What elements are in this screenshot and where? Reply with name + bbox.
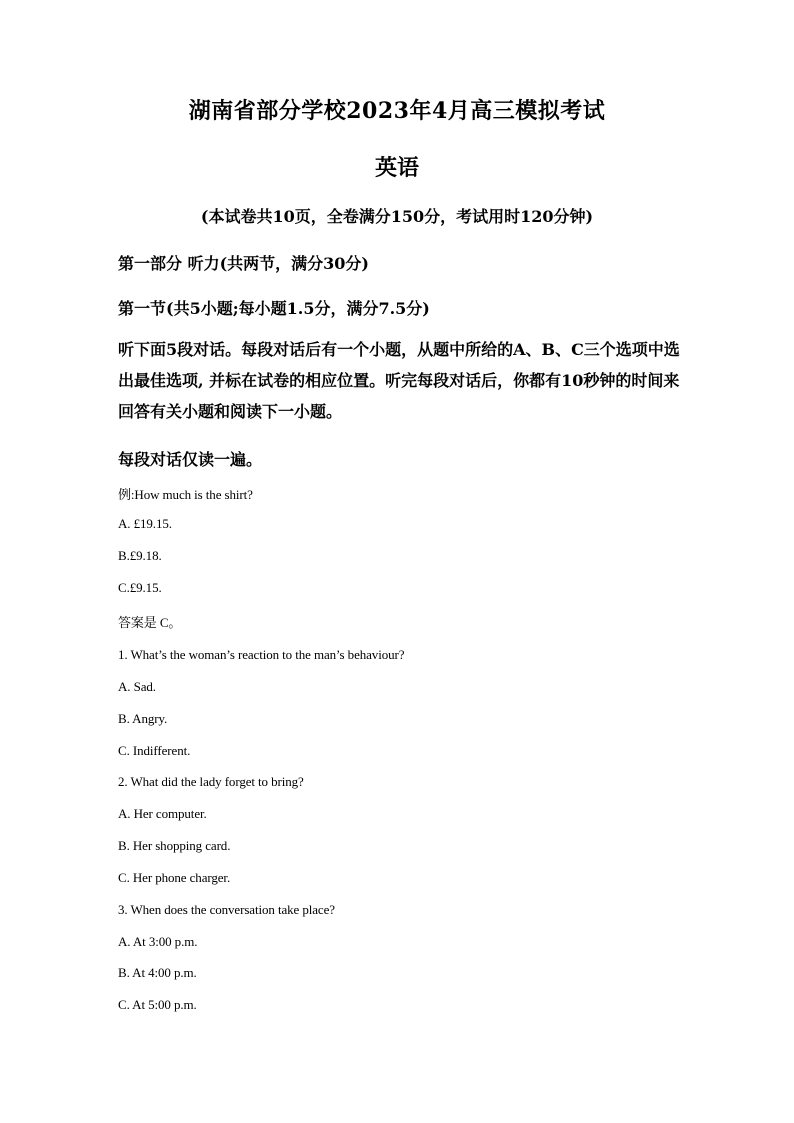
section1-heading: 第一节(共5小题;每小题1.5分，满分7.5分) (118, 299, 430, 318)
question-1-option-c: C. Indifferent. (118, 743, 191, 758)
question-1-option-b: B. Angry. (118, 711, 168, 726)
read-once-note: 每段对话仅读一遍。 (118, 450, 263, 469)
example-question: 例:How much is the shirt? (118, 487, 253, 502)
question-2-option-a: A. Her computer. (118, 806, 207, 821)
part1-heading: 第一部分 听力(共两节，满分30分) (118, 254, 369, 273)
example-option-b: B.£9.18. (118, 548, 162, 563)
example-option-a: A. £19.15. (118, 516, 172, 531)
listening-instructions: 听下面5段对话。每段对话后有一个小题，从题中所给的A、B、C三个选项中选出最佳选项, 并标在试卷的相应位置。听完每段对话后，你都有10秒钟的时间来回答有关小题和阅读下一小题。 (118, 340, 680, 421)
question-1-option-a: A. Sad. (118, 679, 156, 694)
question-3-option-a: A. At 3:00 p.m. (118, 934, 198, 949)
question-3-option-b: B. At 4:00 p.m. (118, 965, 197, 980)
question-1: 1. What’s the woman’s reaction to the man’s behaviour? (118, 647, 405, 662)
example-answer: 答案是 C。 (118, 615, 182, 630)
exam-title: 湖南省部分学校2023年4月高三模拟考试 (188, 98, 606, 124)
question-3: 3. When does the conversation take place? (118, 902, 335, 917)
example-option-c: C.£9.15. (118, 580, 162, 595)
question-2-option-c: C. Her phone charger. (118, 870, 231, 885)
exam-note: (本试卷共10页，全卷满分150分，考试用时120分钟) (200, 207, 594, 226)
question-3-option-c: C. At 5:00 p.m. (118, 997, 197, 1012)
subject-title: 英语 (374, 155, 419, 181)
question-2: 2. What did the lady forget to bring? (118, 774, 304, 789)
question-2-option-b: B. Her shopping card. (118, 838, 231, 853)
